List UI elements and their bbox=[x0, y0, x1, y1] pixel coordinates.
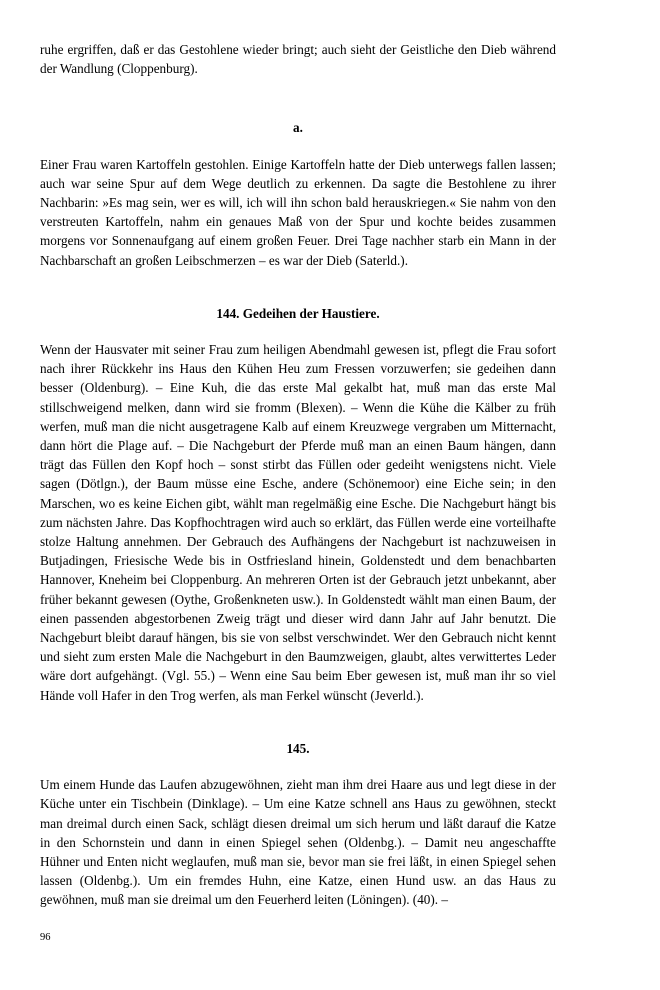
spacer bbox=[40, 758, 556, 775]
paragraph-145-body: Um einem Hunde das Laufen abzugewöhnen, zieht man ihm drei Haare aus und legt diese in der Küche unter ein Tischbein (Dinklage). – Um eine Katze schnell ans Haus zu gewöhnen, steckt man dreimal durch einen Sack, schlägt diesen dreimal um sich herum und läßt darauf die Katze in den Schornstein und dann in einen Spiegel sehen (Oldenbg.). – Damit neu angeschaffte Hühner und Enten nicht weglaufen, muß man sie, bevor man sie frei läßt, in einen Spiegel sehen lassen (Oldenbg.). Um ein fremdes Huhn, eine Katze, einen Hund usw. an das Haus zu gewöhnen, muß man sie dreimal um den Feuerherd leiten (Löningen). (40). – bbox=[40, 777, 556, 908]
subsection-label-a: a. bbox=[293, 120, 303, 136]
paragraph-144-body: Wenn der Hausvater mit seiner Frau zum heiligen Abendmahl gewesen ist, pflegt die Frau sofort nach ihrer Rückkehr ins Haus den Kühen Heu zum Fressen vorzuwerfen; sie gedeihen dann besser (Oldenburg). – Eine Kuh, die das erste Mal gekalbt hat, muß man das erste Mal stillschweigend melken, dann wird sie fromm (Blexen). – Wenn die Kühe die Kälber zu früh werfen, muß man die nicht ausgetragene Kalb auf einem Kreuzwege vergraben um Mitternacht, dann hört die Plage auf. – Die Nachgeburt der Pferde muß man an einen Baum hängen, dann trägt das Füllen den Kopf hoch – sonst stirbt das Füllen oder gedeiht wenigstens nicht. Viele sagen (Dötlgn.), der Baum müsse eine Esche, andere (Schönemoor) eine Eiche sein; in den Marschen, wo es keine Eichen gibt, wählt man regelmäßig eine Esche. Die Nachgeburt hängt bis zum nächsten Jahre. Das Kopfhochtragen wird auch so erklärt, das Füllen werde eine vorteilhafte stolze Haltung annehmen. Der Gebrauch des Aufhängens der Nachgeburt ist nachzuweisen in Butjadingen, Friesische Wede bis in Ostfriesland hinein, Goldenstedt und dem benachbarten Hannover, Kneheim bei Cloppenburg. An mehreren Orten ist der Gebrauch jetzt unbekannt, aber früher bekannt gewesen (Oythe, Großenkneten usw.). In Goldenstedt wählt man einen Baum, der einen passenden abgestorbenen Zweig trägt und dieser wird dann Jahr auf Jahr benutzt. Die Nachgeburt bleibt darauf hängen, bis sie von selbst verschwindet. Wer den Gebrauch nicht kennt und sieht zum ersten Male die Nachgeburt in den Baumzweigen, glaubt, altes verwittertes Leder wäre dort aufgehängt. (Vgl. 55.) – Wenn eine Sau beim Eber gewesen ist, muß man ihr so viel Hände voll Hafer in den Trog werfen, als man Ferkel wünscht (Jeverld.). bbox=[40, 342, 556, 703]
spacer bbox=[40, 323, 556, 340]
section-heading-145: 145. bbox=[286, 740, 310, 756]
spacer bbox=[40, 138, 556, 155]
paragraph-opening: ruhe ergriffen, daß er das Gestohlene wieder bringt; auch sieht der Geistliche den Dieb während der Wandlung (Cloppenburg). bbox=[40, 42, 556, 77]
paragraph-stolen-potatoes: Einer Frau waren Kartoffeln gestohlen. Einige Kartoffeln hatte der Dieb unterwegs fallen lassen; auch war seine Spur auf dem Wege deutlich zu erkennen. Da sagte die Bestohlene zu ihrer Nachbarin: »Es mag sein, wer es will, ich will ihn schon bald herauskriegen.« Sie nahm von den verstreuten Kartoffeln, nahm ein genaues Maß von der Spur und kochte beides zusammen morgens vor Sonnenaufgang auf einem großen Feuer. Drei Tage nachher starb ein Mann in der Nachbarschaft an großen Leibschmerzen – es war der Dieb (Saterld.). bbox=[40, 156, 556, 268]
text-column bbox=[40, 40, 556, 910]
spacer bbox=[40, 270, 556, 304]
section-heading-144: 144. Gedeihen der Haustiere. bbox=[216, 305, 380, 321]
page-number: 96 bbox=[40, 931, 51, 943]
spacer bbox=[40, 705, 556, 739]
spacer bbox=[40, 78, 556, 118]
